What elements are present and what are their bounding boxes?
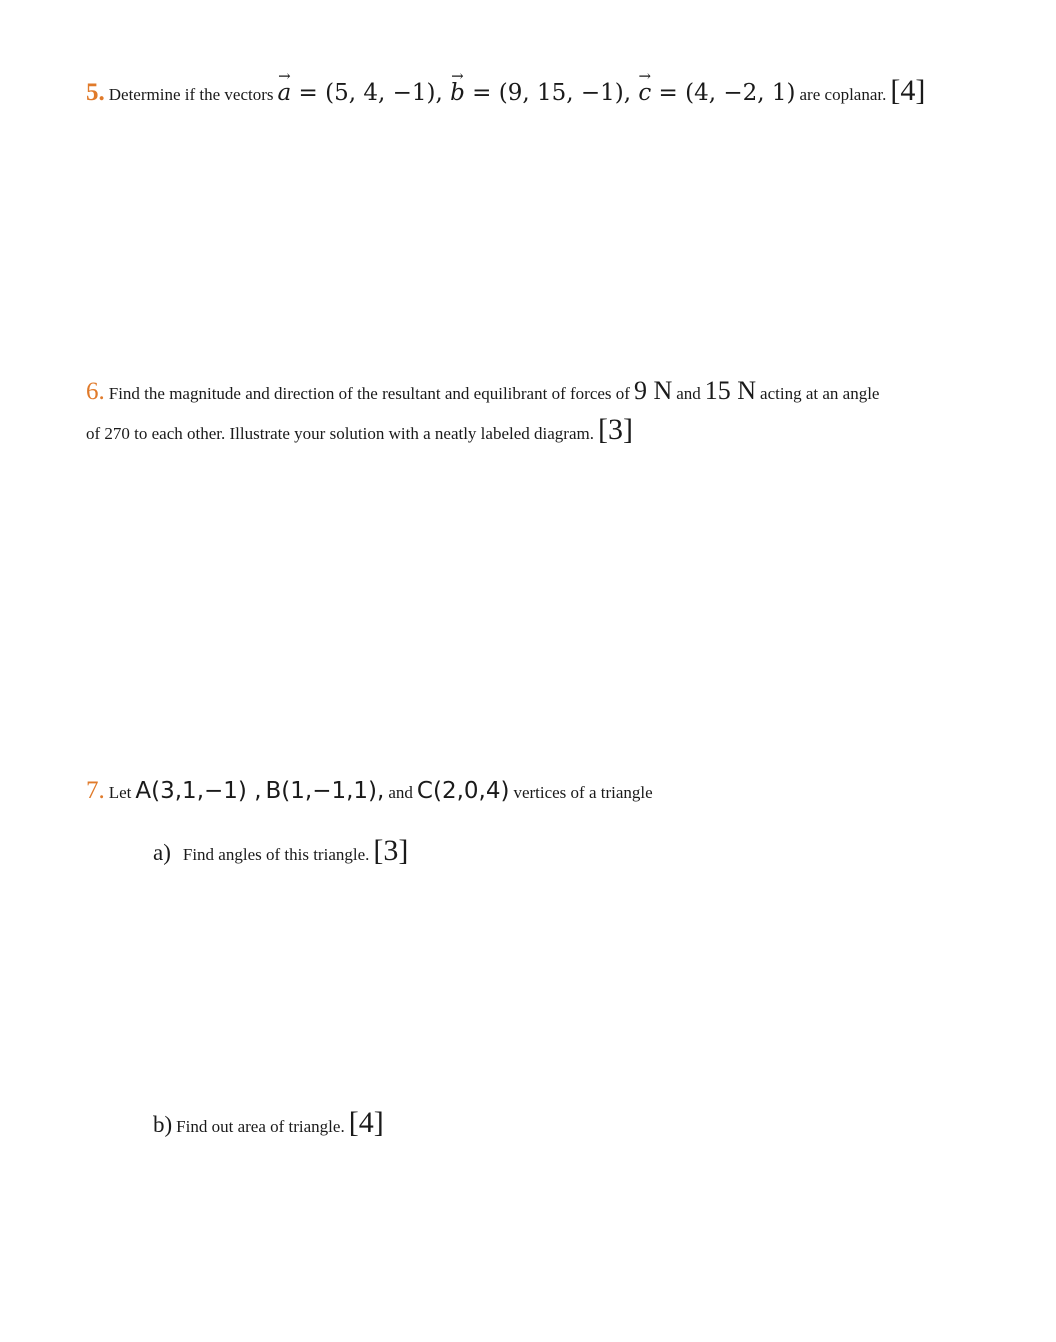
vector-b-symbol: → b [450,82,465,105]
question-6-and: and [676,384,701,403]
part-b-marks: [4] [348,1106,384,1139]
question-5-marks: [4] [890,74,926,107]
vector-c-components: = (4, −2, 1) [651,80,796,106]
force-2: 15 N [704,376,757,405]
point-b: B(1,−1,1), [265,778,385,804]
part-b-label: b) [153,1112,173,1137]
question-7 [86,778,653,803]
question-5 [86,76,925,106]
question-6-text-1: Find the magnitude and direction of the resultant and equilibrant of forces of [108,384,630,403]
vector-a-equation [278,80,796,106]
part-a-marks: [3] [373,834,409,867]
question-5-intro: Determine if the vectors [108,85,274,104]
question-6-text-2: acting at an angle [760,384,880,403]
question-7-tail: vertices of a triangle [513,783,653,802]
vector-b-components: = (9, 15, −1), [464,80,639,106]
question-7a [153,836,408,866]
question-6-marks: [3] [597,413,633,446]
question-5-end: are coplanar. [799,85,887,104]
point-a: A(3,1,−1) [135,778,247,804]
part-a-label: a) [153,840,171,865]
question-7b [153,1108,384,1138]
part-a-text: Find angles of this triangle. [182,845,370,864]
vector-a-components: = (5, 4, −1), [291,80,451,106]
question-6-text-3: of 270 to each other. Illustrate your solution with a neatly labeled diagram. [86,424,594,443]
question-6-line-1 [86,378,879,404]
vector-c-symbol: → c [638,82,651,105]
question-7-number: 7. [86,777,105,804]
point-separator: , [246,778,262,804]
question-7-let: Let [108,783,132,802]
question-6-line-2 [86,415,633,445]
question-6-number: 6. [86,378,105,405]
question-7-and: and [388,783,413,802]
part-b-text: Find out area of triangle. [176,1117,345,1136]
point-c: C(2,0,4) [416,778,510,804]
force-1: 9 N [633,376,673,405]
vector-a-symbol: → a [278,82,292,105]
question-5-number: 5. [86,79,105,106]
